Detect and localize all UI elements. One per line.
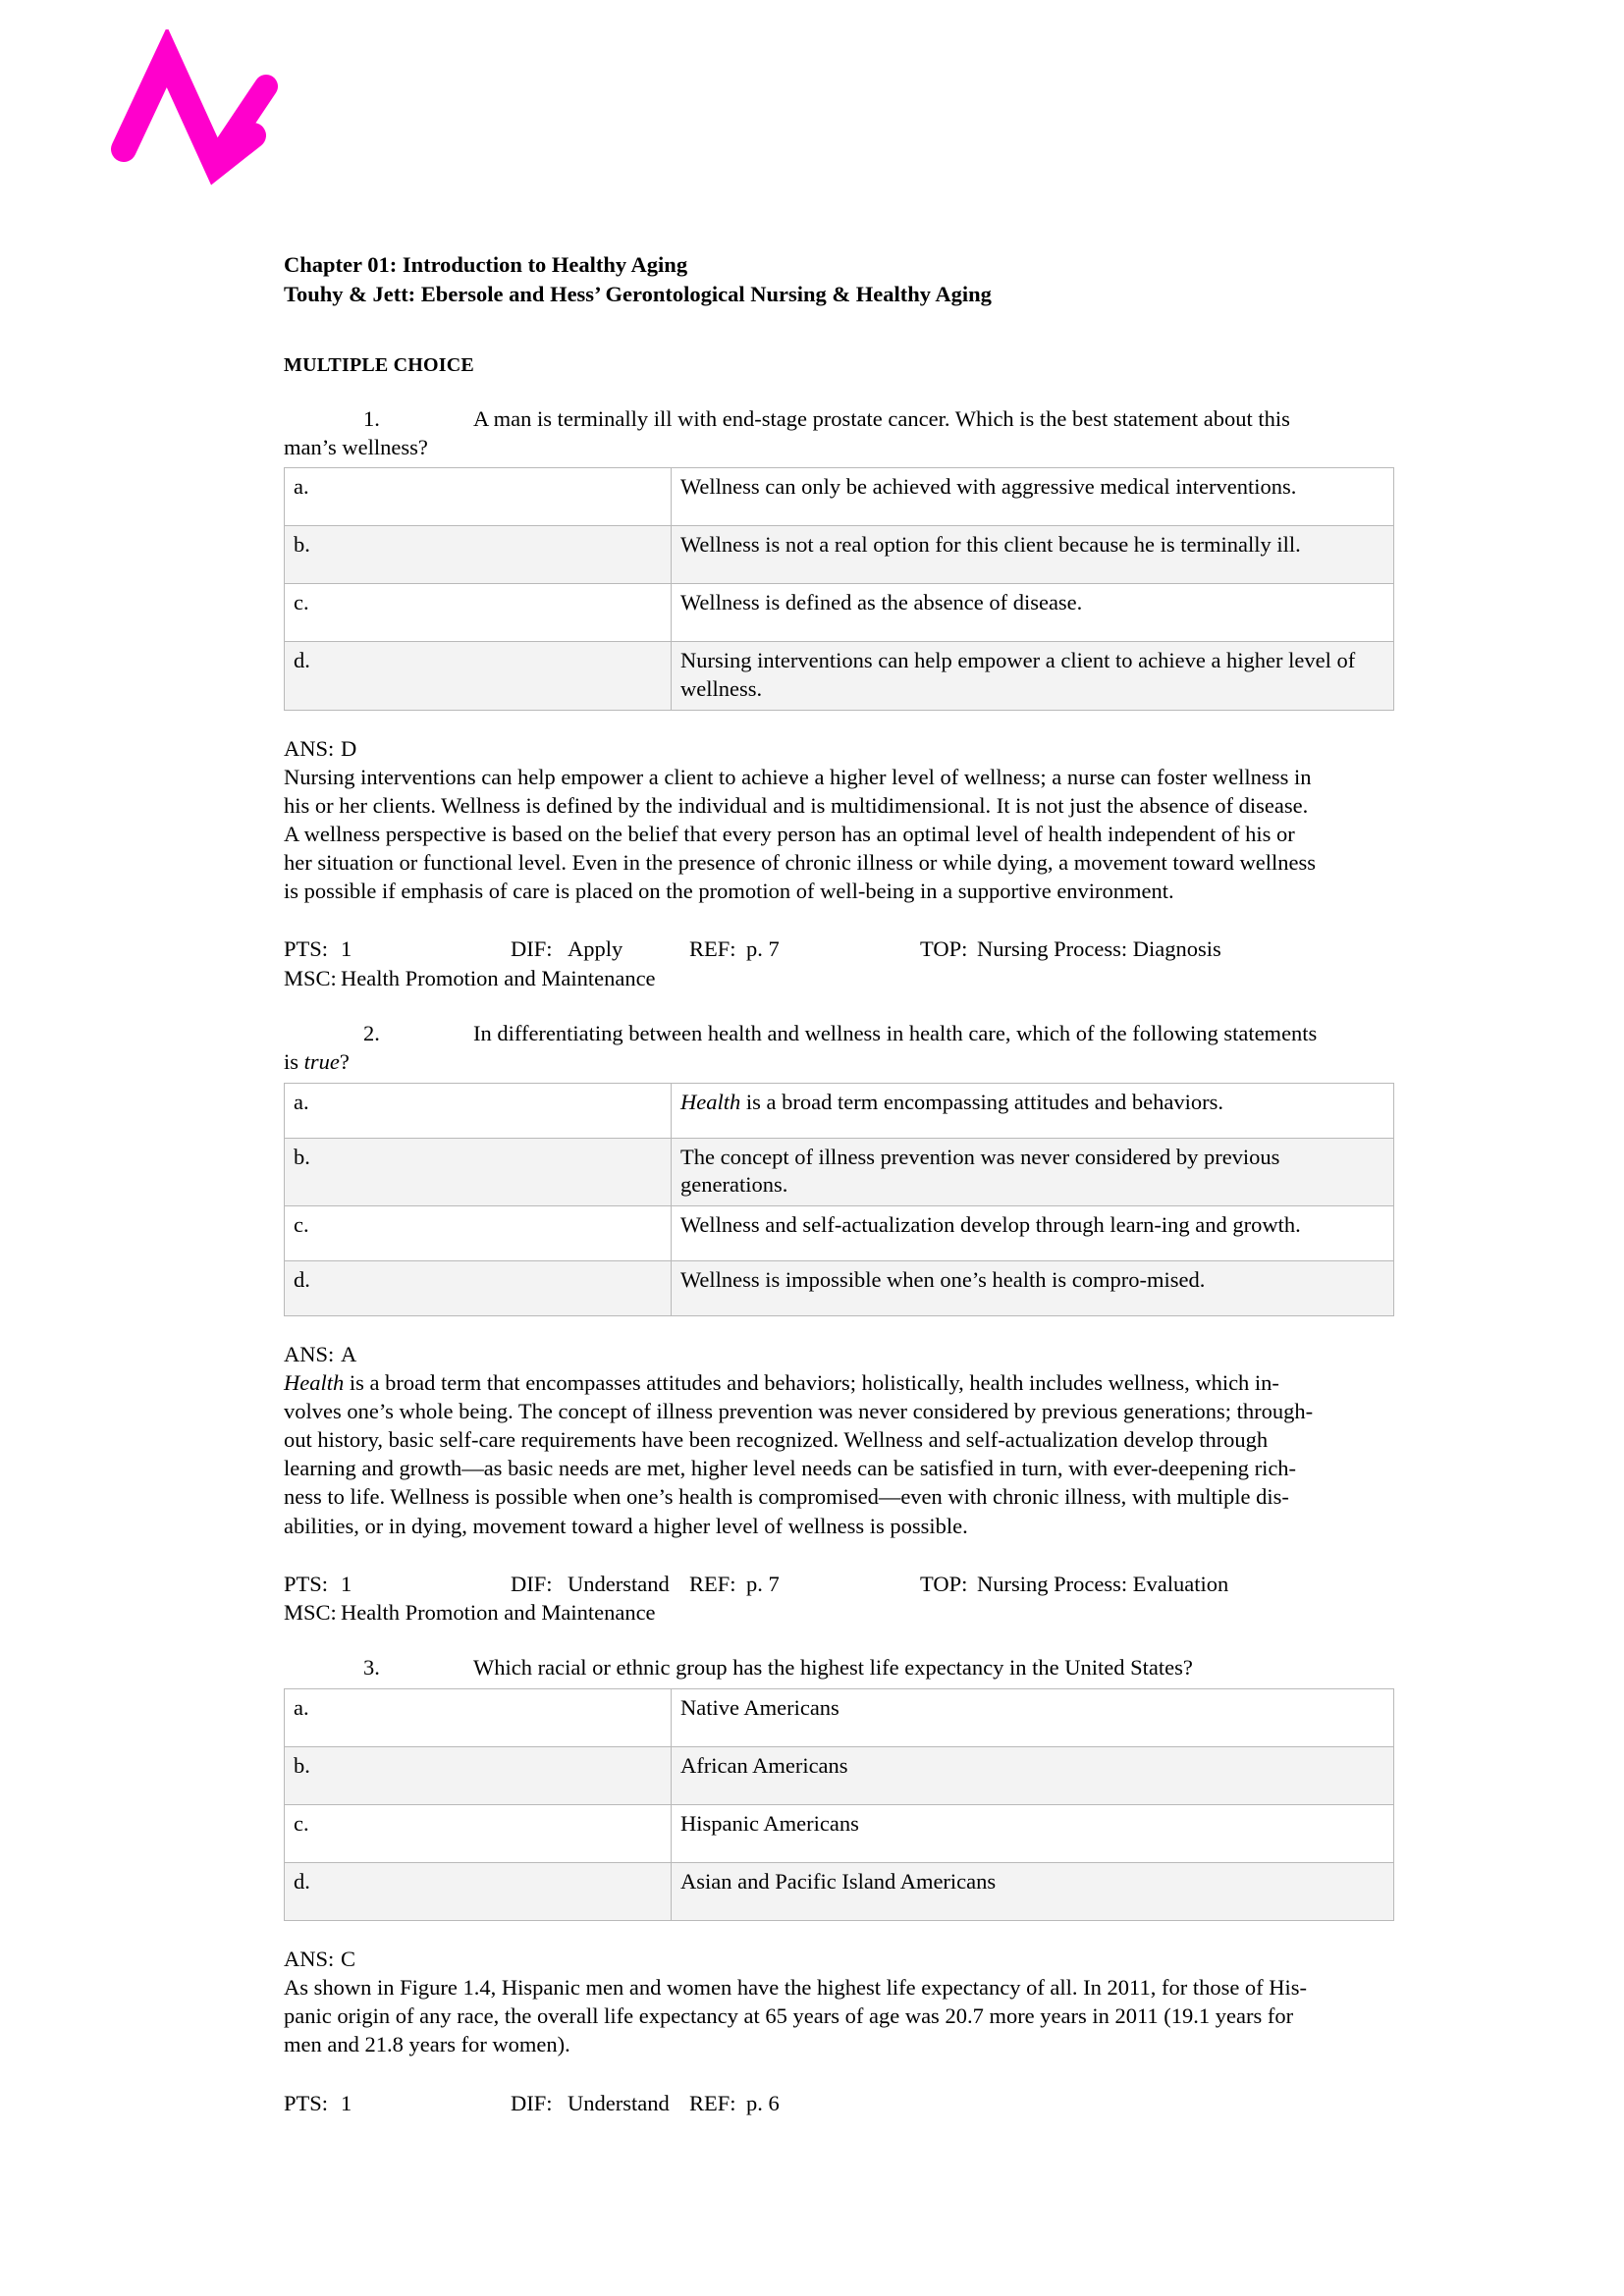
- question-2-pts: 1: [341, 1571, 352, 1596]
- page-title: [284, 250, 1394, 309]
- question-3-meta: [284, 2089, 1394, 2117]
- option-1a-letter: a.: [294, 474, 309, 500]
- table-row[interactable]: [285, 1804, 1394, 1862]
- option-3d-letter: d.: [294, 1868, 310, 1894]
- option-1a-text: Wellness can only be achieved with aggressive medical interventions.: [672, 468, 1394, 526]
- table-row[interactable]: [285, 642, 1394, 710]
- option-3d-text: Asian and Pacific Island Americans: [672, 1862, 1394, 1920]
- option-1c-text: Wellness is defined as the absence of disease.: [672, 584, 1394, 642]
- msc-label: MSC:: [284, 1599, 337, 1625]
- question-2-stem-italic: true: [303, 1048, 340, 1074]
- option-3a-letter: a.: [294, 1694, 309, 1720]
- question-block-2: [284, 1020, 1394, 1627]
- question-2-stem-line-1: In differentiating between health and wellness in health care, which of the following statements: [473, 1020, 1318, 1045]
- question-2-rationale: [284, 1368, 1394, 1540]
- dif-label: DIF:: [511, 2090, 553, 2115]
- meta-row-msc: [284, 1598, 1394, 1627]
- question-2-answer-value: A: [341, 1341, 357, 1366]
- question-2-answer-line: [284, 1340, 1394, 1368]
- option-3b-letter: b.: [294, 1752, 310, 1778]
- question-2-msc: Health Promotion and Maintenance: [341, 1599, 656, 1625]
- rationale-line: ness to life. Wellness is possible when one’s health is compromised—even with chronic illness, with multiple dis-: [284, 1484, 1289, 1510]
- magenta-checkmark-scribble: [106, 29, 322, 187]
- question-3-dif: Understand: [568, 2090, 670, 2115]
- option-2a-rest: is a broad term encompassing attitudes and behaviors.: [740, 1089, 1223, 1114]
- question-2-stem-pre: is: [284, 1048, 304, 1074]
- rationale-line: men and 21.8 years for women).: [284, 2032, 570, 2057]
- question-3-options-table: [284, 1688, 1394, 1921]
- question-1-top: Nursing Process: Diagnosis: [977, 936, 1221, 962]
- question-2-dif: Understand: [568, 1571, 670, 1596]
- table-row[interactable]: [285, 1083, 1394, 1138]
- selected-answer-marker-2: [294, 1089, 309, 1117]
- option-1d-text: Nursing interventions can help empower a client to achieve a higher level of wellness.: [672, 642, 1394, 710]
- option-letter-cell: [285, 468, 672, 526]
- table-row[interactable]: [285, 1260, 1394, 1315]
- msc-label: MSC:: [284, 965, 337, 990]
- question-1-text: [284, 405, 1394, 462]
- question-1-stem-line-2: man’s wellness?: [284, 434, 428, 459]
- question-1-number: 1.: [363, 405, 380, 431]
- rationale-line: is possible if emphasis of care is placed on the promotion of well-being in a supportive environment.: [284, 879, 1174, 904]
- option-letter-cell: [285, 1688, 672, 1746]
- option-2b-letter: b.: [294, 1144, 310, 1169]
- dif-label: DIF:: [511, 1571, 553, 1596]
- table-row[interactable]: [285, 1746, 1394, 1804]
- question-1-ref: p. 7: [746, 936, 780, 962]
- pts-label: PTS:: [284, 936, 329, 962]
- option-letter-cell: [285, 642, 672, 710]
- option-letter-cell: [285, 1083, 672, 1138]
- question-block-1: [284, 405, 1394, 992]
- rationale-line: A wellness perspective is based on the belief that every person has an optimal level of health independent of his or: [284, 822, 1295, 847]
- question-2-top: Nursing Process: Evaluation: [977, 1571, 1229, 1596]
- option-3b-text: African Americans: [672, 1746, 1394, 1804]
- table-row[interactable]: [285, 1138, 1394, 1205]
- pts-label: PTS:: [284, 2090, 329, 2115]
- option-1c-letter: c.: [294, 590, 309, 615]
- option-2a-text: [672, 1083, 1394, 1138]
- question-2-text: [284, 1020, 1394, 1077]
- rationale-line: his or her clients. Wellness is defined by the individual and is multidimensional. It is not just the absence of disease.: [284, 792, 1309, 818]
- option-letter-cell: [285, 584, 672, 642]
- table-row[interactable]: [285, 468, 1394, 526]
- option-letter-cell: [285, 1804, 672, 1862]
- question-1-msc: Health Promotion and Maintenance: [341, 965, 656, 990]
- document-body: [284, 250, 1394, 2117]
- option-2c-letter: c.: [294, 1211, 309, 1237]
- question-3-rationale: [284, 1973, 1394, 2058]
- question-1-pts: 1: [341, 936, 352, 962]
- ref-label: REF:: [689, 936, 736, 962]
- option-3c-letter: c.: [294, 1810, 309, 1836]
- ans-label: ANS:: [284, 1341, 335, 1366]
- question-2-meta: [284, 1570, 1394, 1628]
- table-row[interactable]: [285, 526, 1394, 584]
- question-3-answer-value: C: [341, 1946, 356, 1971]
- ref-label: REF:: [689, 2090, 736, 2115]
- rationale-line: learning and growth—as basic needs are met, higher level needs can be satisfied in turn, with ever-deepening rich-: [284, 1456, 1297, 1481]
- question-3-stem-line-1: Which racial or ethnic group has the highest life expectancy in the United States?: [473, 1655, 1193, 1681]
- question-1-dif: Apply: [568, 936, 623, 962]
- selected-answer-marker-1: [294, 647, 310, 675]
- meta-row-primary: [284, 2089, 1394, 2117]
- option-2a-letter: a.: [294, 1089, 309, 1114]
- question-3-ref: p. 6: [746, 2090, 780, 2115]
- option-letter-cell: [285, 1260, 672, 1315]
- question-1-answer-value: D: [341, 735, 357, 761]
- rationale-line: panic origin of any race, the overall life expectancy at 65 years of age was 20.7 more years in 2011 (19.1 years for: [284, 2003, 1294, 2029]
- question-3-answer-line: [284, 1945, 1394, 1973]
- option-letter-cell: [285, 1138, 672, 1205]
- option-3c-text: Hispanic Americans: [672, 1804, 1394, 1862]
- rationale-line: out history, basic self-care requirements have been recognized. Wellness and self-actualization develop through: [284, 1427, 1269, 1453]
- question-2-options-table: [284, 1083, 1394, 1316]
- question-3-text: [284, 1654, 1394, 1682]
- doc-title-line-2: Touhy & Jett: Ebersole and Hess’ Gerontological Nursing & Healthy Aging: [284, 281, 992, 306]
- pts-label: PTS:: [284, 1571, 329, 1596]
- rationale-line: volves one’s whole being. The concept of illness prevention was never considered by previous generations; through-: [284, 1399, 1314, 1424]
- ans-label: ANS:: [284, 1946, 335, 1971]
- selected-answer-marker-3: [294, 1810, 309, 1839]
- table-row[interactable]: [285, 1862, 1394, 1920]
- meta-row-msc: [284, 964, 1394, 992]
- dif-label: DIF:: [511, 936, 553, 962]
- question-1-answer-line: [284, 734, 1394, 763]
- question-block-3: [284, 1654, 1394, 2117]
- question-3-number: 3.: [363, 1655, 380, 1681]
- rationale-line: abilities, or in dying, movement toward a higher level of wellness is possible.: [284, 1513, 968, 1538]
- question-1-rationale: [284, 763, 1394, 906]
- doc-title-line-1: Chapter 01: Introduction to Healthy Aging: [284, 252, 688, 277]
- question-3-pts: 1: [341, 2090, 352, 2115]
- option-1b-letter: b.: [294, 532, 310, 558]
- ref-label: REF:: [689, 1571, 736, 1596]
- section-heading: MULTIPLE CHOICE: [284, 353, 474, 376]
- question-1-stem-line-1: A man is terminally ill with end-stage prostate cancer. Which is the best statement about this: [473, 405, 1290, 431]
- table-row[interactable]: [285, 584, 1394, 642]
- question-1-meta: [284, 934, 1394, 992]
- rationale-line: her situation or functional level. Even in the presence of chronic illness or while dying, a movement toward wellness: [284, 850, 1316, 876]
- option-2b-text: The concept of illness prevention was never considered by previous generations.: [672, 1138, 1394, 1205]
- top-label: TOP:: [920, 936, 968, 962]
- option-1d-letter: d.: [294, 648, 310, 673]
- question-1-options-table: [284, 467, 1394, 710]
- option-letter-cell: [285, 526, 672, 584]
- rationale-line: As shown in Figure 1.4, Hispanic men and women have the highest life expectancy of all. In 2011, for those of His-: [284, 1975, 1308, 2001]
- option-2d-text: Wellness is impossible when one’s health is compro-mised.: [672, 1260, 1394, 1315]
- table-row[interactable]: [285, 1688, 1394, 1746]
- question-2-number: 2.: [363, 1020, 380, 1045]
- option-letter-cell: [285, 1862, 672, 1920]
- option-letter-cell: [285, 1205, 672, 1260]
- question-2-stem-post: ?: [339, 1048, 350, 1074]
- question-2-ref: p. 7: [746, 1571, 780, 1596]
- option-1b-text: Wellness is not a real option for this client because he is terminally ill.: [672, 526, 1394, 584]
- option-2c-text: Wellness and self-actualization develop through learn-ing and growth.: [672, 1205, 1394, 1260]
- rationale-line: [284, 1368, 1394, 1397]
- option-letter-cell: [285, 1746, 672, 1804]
- meta-row-primary: [284, 1570, 1394, 1598]
- option-3a-text: Native Americans: [672, 1688, 1394, 1746]
- option-2a-italic-term: Health: [680, 1089, 741, 1114]
- rationale-line: Nursing interventions can help empower a client to achieve a higher level of wellness; a nurse can foster wellness in: [284, 764, 1312, 789]
- top-label: TOP:: [920, 1571, 968, 1596]
- table-row[interactable]: [285, 1205, 1394, 1260]
- meta-row-primary: [284, 934, 1394, 963]
- ans-label: ANS:: [284, 735, 335, 761]
- rationale-line-rest: is a broad term that encompasses attitudes and behaviors; holistically, health includes wellness, which in-: [344, 1369, 1279, 1395]
- rationale-italic-term: Health: [284, 1369, 345, 1395]
- option-2d-letter: d.: [294, 1266, 310, 1292]
